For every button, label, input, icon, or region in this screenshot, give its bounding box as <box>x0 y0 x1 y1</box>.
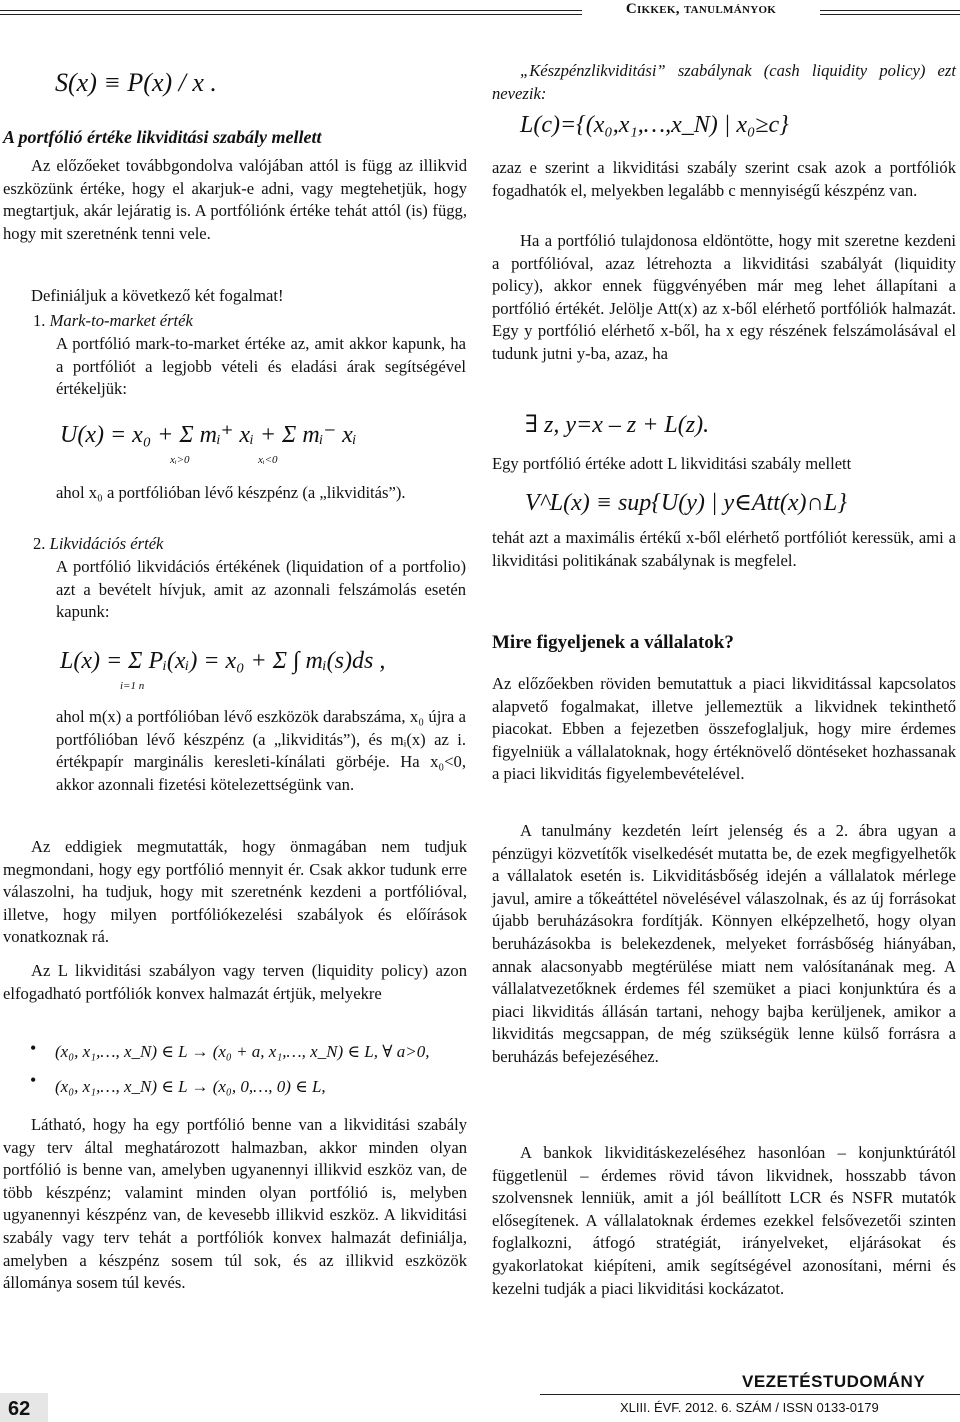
paragraph: ahol m(x) a portfólióban lévő eszközök darabszáma, x₀ újra a portfólióban lévő készpénz (a „likviditás”), és mᵢ(x) az i. értékpapír marginális keresleti-kínálati görbéje. Ha x₀<0, akkor azonnali fizetési kötelezettségünk van. <box>56 707 466 794</box>
journal-name: VEZETÉSTUDOMÁNY <box>742 1372 926 1391</box>
paragraph: Definiáljuk a következő két fogalmat! <box>31 286 284 305</box>
section-heading-right: Mire figyeljenek a vállalatok? <box>492 632 734 653</box>
paragraph <box>492 60 956 105</box>
right-para-8 <box>492 1142 956 1300</box>
right-para-2 <box>492 157 956 202</box>
list-title: Mark-to-market érték <box>49 311 193 330</box>
paragraph: Az eddigiek megmutatták, hogy önmagában nem tudjuk megmondani, hogy egy portfólió mennyit ér. Csak akkor tudunk erre válaszolni, ha tudjuk, hogy mit szeretnénk kezdeni a portfólióval, illetve, hogy milyen portfóliókezelési szabályok és előírások vonatkoznak rá. <box>3 837 467 947</box>
paragraph: tehát azt a maximális értékű x-ből elérhető portfóliót keressük, ami a likviditási politikának szabálynak is megfelel. <box>492 528 956 570</box>
left-para-3 <box>56 333 466 401</box>
right-para-7 <box>492 820 956 1069</box>
paragraph: ahol x₀ a portfólióban lévő készpénz (a „likviditás”). <box>56 483 406 502</box>
paragraph-text: „Készpénzlikviditási” szabálynak (cash liquidity policy) ezt nevezik: <box>492 61 956 103</box>
bullet-icon: • <box>30 1070 37 1090</box>
left-para-8 <box>3 960 467 1005</box>
paragraph: A portfólió mark-to-market értéke az, amit akkor kapunk, ha a portfóliót a legjobb vételi és eladási árak segítségével értékeljük: <box>56 334 466 399</box>
right-para-4 <box>492 453 956 476</box>
header-rule-right <box>820 10 960 15</box>
paragraph: azaz e szerint a likviditási szabály szerint csak azok a portfóliók fogadhatók el, melyekben legalább c mennyiségű készpénz van. <box>492 158 956 200</box>
right-para-3 <box>492 230 956 366</box>
formula-value: V^L(x) ≡ sup{U(y) | y∈Att(x)∩L} <box>525 490 847 516</box>
left-para-2 <box>3 285 467 308</box>
list-item-1-title <box>33 310 463 333</box>
left-para-4 <box>56 482 466 505</box>
page-number: 62 <box>8 1398 31 1420</box>
paragraph: Ha a portfólió tulajdonosa eldöntötte, hogy mit szeretne kezdeni a portfólióval, azaz létrehozta a likviditási szabályát (liquidity policy), akkor ennek függvényében már meg lehet állapítani a portfólió értékét. Jelölje Att(x) az x-ből elérhető portfóliók halmazát. Egy y portfólió elérhető x-ből, ha x egy részének felszámolásával el tudunk jutni y-ba, azaz, ha <box>492 231 956 363</box>
section-header: Cikkek, tanulmányok <box>625 1 777 17</box>
paragraph: Az L likviditási szabályon vagy terven (liquidity policy) azon elfogadható portfóliók konvex halmazát értjük, melyekre <box>3 961 467 1003</box>
paragraph: A portfólió likvidációs értékének (liquidation of a portfolio) azt a bevételt hívjuk, amit az azonnali felszámolás esetén kapunk: <box>56 557 466 622</box>
paragraph: Egy portfólió értéke adott L likviditási szabály mellett <box>492 454 852 473</box>
journal-rule <box>540 1394 960 1395</box>
formula-bullet-1: (x₀, x₁,…, x_N) ∈ L → (x₀ + a, x₁,…, x_N) ∈ L, ∀ a>0, <box>55 1042 430 1061</box>
formula-subscript: xᵢ<0 <box>258 454 278 466</box>
paragraph: Látható, hogy ha egy portfólió benne van a likviditási szabály vagy terv által meghatározott halmazban, akkor minden olyan portfólió is benne van, amelyben ugyanennyi illikvid eszköz van, de több készpénz; valamint minden olyan portfólió is, melyben ugyanennyi készpénz van, de kevesebb illikvid eszköz. A likviditási szabály vagy terv tehát a portfóliók konvex halmazát definiálja, amelyben a készpénz sosem túl sok, és az illikvid eszközök állománya sosem túl kevés. <box>3 1115 467 1293</box>
formula-s-of-x: S(x) ≡ P(x) / x . <box>55 68 217 97</box>
formula-limits: i=1 n <box>120 680 145 692</box>
right-para-6 <box>492 673 956 786</box>
paragraph: A tanulmány kezdetén leírt jelenség és a 2. ábra ugyan a pénzügyi közvetítők viselkedését mutatta be, de ezek megfigyelhetők a vállalatok esetén is. Likviditásbőség idején a vállalatok mérlege javul, amire a tőkeáttétel növelésével válaszolnak, és az új forrásokat újabb beruházásokra fordítják. Könnyen elképzelhető, hogy olyan beruházásokba is belekezdenek, melyeket forrásbőség hiányában, annak alacsonyabb megtérülése miatt nem valósítanának meg. A vállalatvezetőknek érdemes fél szemüket a piaci konjunktúra és a piaci likviditás állásán tartani, nehogy bajba kerüljenek, amikor a likviditás megcsappan, de még szükségük lenne külső forrásra a beruházás befejezéséhez. <box>492 821 956 1066</box>
formula-liquidation: L(x) = Σ Pᵢ(xᵢ) = x₀ + Σ ∫ mᵢ(s)ds , <box>60 648 386 674</box>
left-para-1 <box>3 155 467 245</box>
paragraph: Az előzőekben röviden bemutattuk a piaci likviditással kapcsolatos alapvető fogalmakat, illetve jellemeztük a likvidnek tekinthető piacokat. Ebben a fejezetben összefoglaljuk, hogy mire érdemes figyelniük a vállalatoknak, hogy értéknövelő döntéseket hozhassanak a piaci likviditás figyelembevételével. <box>492 674 956 784</box>
formula-exists-z: ∃ z, y=x – z + L(z). <box>525 412 710 438</box>
header-rule-left <box>0 10 582 15</box>
section-heading-left: A portfólió értéke likviditási szabály mellett <box>3 127 322 147</box>
bullet-icon: • <box>30 1038 37 1058</box>
left-para-9 <box>3 1114 467 1295</box>
paragraph: Az előzőeket továbbgondolva valójában attól is függ az illikvid eszközünk értéke, hogy el akarjuk-e adni, vagy megtehetjük, hogy megtartjuk, akár lejáratig is. A portfóliónk értéke tehát attól (is) függ, hogy mit szeretnénk tenni vele. <box>3 156 467 243</box>
paragraph: A bankok likviditáskezeléséhez hasonlóan – konjunktúrától függetlenül – érdemes rövid távon likvidnek, hosszabb távon szolvensnek lenniük, amit a jól beállított LCR és NSFR mutatók elősegítenek. A vállalatoknak érdemes ezekkel felsővezetői szinten foglalkozni, átfogó stratégiát, irányelveket, eljárásokat és gyakorlatokat kiépíteni, amik segítségével azonosítani, mérni és kezelni tudják a piaci likviditási kockázatot. <box>492 1143 956 1298</box>
list-number: 1. <box>33 311 46 330</box>
formula-bullet-2: (x₀, x₁,…, x_N) ∈ L → (x₀, 0,…, 0) ∈ L, <box>55 1077 326 1096</box>
formula-cash-liquidity: L(c)={(x₀,x₁,…,x_N) | x₀≥c} <box>520 112 789 138</box>
right-para-1 <box>492 60 956 105</box>
list-number: 2. <box>33 534 46 553</box>
journal-issue: XLIII. ÉVF. 2012. 6. SZÁM / ISSN 0133-0179 <box>620 1400 879 1415</box>
left-para-5 <box>56 556 466 624</box>
formula-subscript: xᵢ>0 <box>170 454 190 466</box>
formula-mark-to-market: U(x) = x₀ + Σ mᵢ⁺ xᵢ + Σ mᵢ⁻ xᵢ <box>60 422 357 448</box>
left-para-6 <box>56 706 466 796</box>
list-item-2-title <box>33 533 463 556</box>
left-para-7 <box>3 836 467 949</box>
list-title: Likvidációs érték <box>49 534 164 553</box>
right-para-5 <box>492 527 956 572</box>
